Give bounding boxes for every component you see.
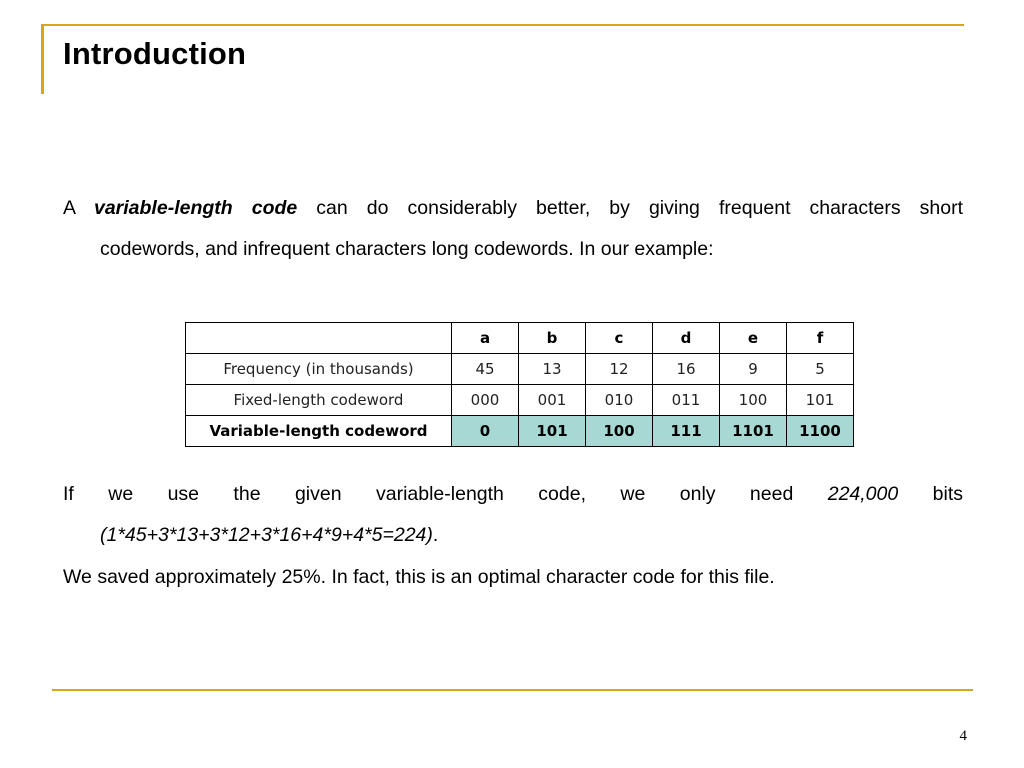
table-cell: 16 <box>653 354 720 385</box>
bits-prefix: If we use the given variable-length code, we only need <box>63 483 828 505</box>
table-cell-highlighted: 1101 <box>720 416 787 447</box>
intro-line-1 <box>63 188 963 229</box>
row-label: Variable-length codeword <box>186 416 452 447</box>
page-number: 4 <box>959 728 967 744</box>
table-header-cell: f <box>787 323 854 354</box>
table-cell-highlighted: 111 <box>653 416 720 447</box>
codeword-table <box>185 322 854 447</box>
title-accent-vertical <box>41 24 44 94</box>
table-header-cell: e <box>720 323 787 354</box>
table-cell: 001 <box>519 385 586 416</box>
bits-formula-end: . <box>432 524 439 546</box>
table-row-fixed-length <box>186 385 854 416</box>
table-cell: 010 <box>586 385 653 416</box>
variable-length-code-emphasis: variable-length code <box>93 197 298 219</box>
table-cell: 011 <box>653 385 720 416</box>
table-cell: 12 <box>586 354 653 385</box>
bits-line-2 <box>63 515 963 556</box>
table-cell: 000 <box>452 385 519 416</box>
table-header-cell: c <box>586 323 653 354</box>
table-row-frequency <box>186 354 854 385</box>
slide-title: Introduction <box>63 36 247 71</box>
intro-line-1-rest: can do considerably better, by giving frequent characters short <box>297 197 963 219</box>
table-header-cell: a <box>452 323 519 354</box>
table-cell: 5 <box>787 354 854 385</box>
table-header-corner <box>186 323 452 354</box>
table-cell-highlighted: 1100 <box>787 416 854 447</box>
bits-line-1 <box>63 474 963 515</box>
bits-value: 224,000 <box>827 483 899 505</box>
table-cell: 101 <box>787 385 854 416</box>
table-cell-highlighted: 0 <box>452 416 519 447</box>
intro-line-2: codewords, and infrequent characters long codewords. In our example: <box>100 238 714 260</box>
row-label: Fixed-length codeword <box>186 385 452 416</box>
intro-prefix: A <box>63 197 94 219</box>
table-cell-highlighted: 100 <box>586 416 653 447</box>
row-label: Frequency (in thousands) <box>186 354 452 385</box>
bits-suffix: bits <box>898 483 963 505</box>
title-accent-horizontal <box>41 24 964 26</box>
table-cell: 9 <box>720 354 787 385</box>
bits-paragraph <box>63 474 963 556</box>
table-cell-highlighted: 101 <box>519 416 586 447</box>
table-cell: 45 <box>452 354 519 385</box>
savings-paragraph: We saved approximately 25%. In fact, this is an optimal character code for this file. <box>63 566 775 588</box>
table-cell: 100 <box>720 385 787 416</box>
table-cell: 13 <box>519 354 586 385</box>
intro-paragraph <box>63 188 963 270</box>
table-header-cell: b <box>519 323 586 354</box>
bits-formula: (1*45+3*13+3*12+3*16+4*9+4*5=224) <box>100 524 433 546</box>
table-header-cell: d <box>653 323 720 354</box>
footer-divider <box>52 689 973 691</box>
table-header-row <box>186 323 854 354</box>
table-row-variable-length <box>186 416 854 447</box>
